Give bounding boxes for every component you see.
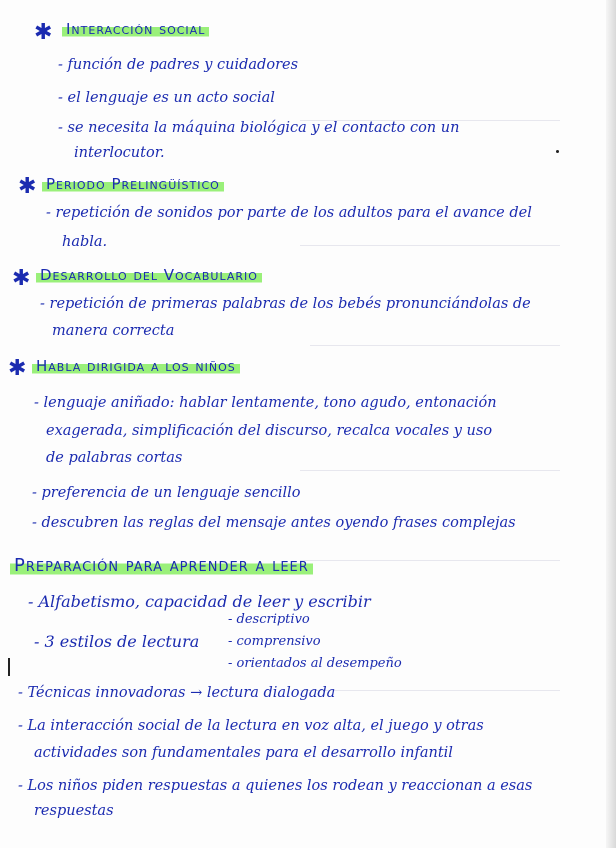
note-subitem: - orientados al desempeño xyxy=(228,656,402,671)
section-heading xyxy=(36,266,262,284)
section-title: Desarrollo del Vocabulario xyxy=(36,266,262,284)
note-line: - se necesita la máquina biológica y el contacto con un xyxy=(58,120,460,136)
note-line: - el lenguaje es un acto social xyxy=(58,90,275,106)
note-line: - 3 estilos de lectura xyxy=(34,632,200,651)
note-subitem: - comprensivo xyxy=(228,634,321,649)
show-through-line xyxy=(300,560,560,561)
asterisk-bullet-icon: ✱ xyxy=(12,266,31,291)
show-through-line xyxy=(300,470,560,471)
note-line: habla. xyxy=(62,234,108,250)
note-line: - Técnicas innovadoras → lectura dialogada xyxy=(18,685,336,701)
note-line: - Los niños piden respuestas a quienes los rodean y reaccionan a esas xyxy=(18,778,533,794)
note-line: interlocutor. xyxy=(74,145,165,161)
note-line: - descubren las reglas del mensaje antes oyendo frases complejas xyxy=(32,515,516,531)
ink-dot xyxy=(556,150,559,153)
note-line: - lenguaje aniñado: hablar lentamente, tono agudo, entonación xyxy=(34,395,497,411)
note-line: - repetición de primeras palabras de los bebés pronunciándolas de xyxy=(40,296,531,312)
section-heading xyxy=(32,357,240,375)
asterisk-bullet-icon: ✱ xyxy=(8,356,27,381)
show-through-line xyxy=(300,245,560,246)
asterisk-bullet-icon: ✱ xyxy=(34,20,53,45)
note-line: de palabras cortas xyxy=(46,450,183,466)
section-title: Periodo Prelingüístico xyxy=(42,175,224,193)
show-through-line xyxy=(310,345,560,346)
section-title: Habla dirigida a los niños xyxy=(32,357,240,375)
note-line: - preferencia de un lenguaje sencillo xyxy=(32,485,301,501)
section-heading xyxy=(62,20,209,38)
show-through-line xyxy=(300,690,560,691)
note-line: - Alfabetismo, capacidad de leer y escribir xyxy=(28,592,371,611)
section-title: Interacción social xyxy=(62,20,209,38)
note-subitem: - descriptivo xyxy=(228,612,310,627)
section-heading xyxy=(10,555,313,576)
section-title: Preparación para aprender a leer xyxy=(10,555,313,576)
note-line: actividades son fundamentales para el desarrollo infantil xyxy=(34,745,453,761)
note-line: manera correcta xyxy=(52,323,175,339)
section-heading xyxy=(42,175,224,193)
note-line: exagerada, simplificación del discurso, recalca vocales y uso xyxy=(46,423,493,439)
note-line: - repetición de sonidos por parte de los adultos para el avance del xyxy=(46,205,532,221)
note-line: respuestas xyxy=(34,803,114,819)
note-line: - La interacción social de la lectura en voz alta, el juego y otras xyxy=(18,718,484,734)
asterisk-bullet-icon: ✱ xyxy=(18,174,37,199)
note-line: - función de padres y cuidadores xyxy=(58,57,299,73)
margin-mark xyxy=(8,658,10,676)
page-edge-shadow xyxy=(606,0,616,848)
